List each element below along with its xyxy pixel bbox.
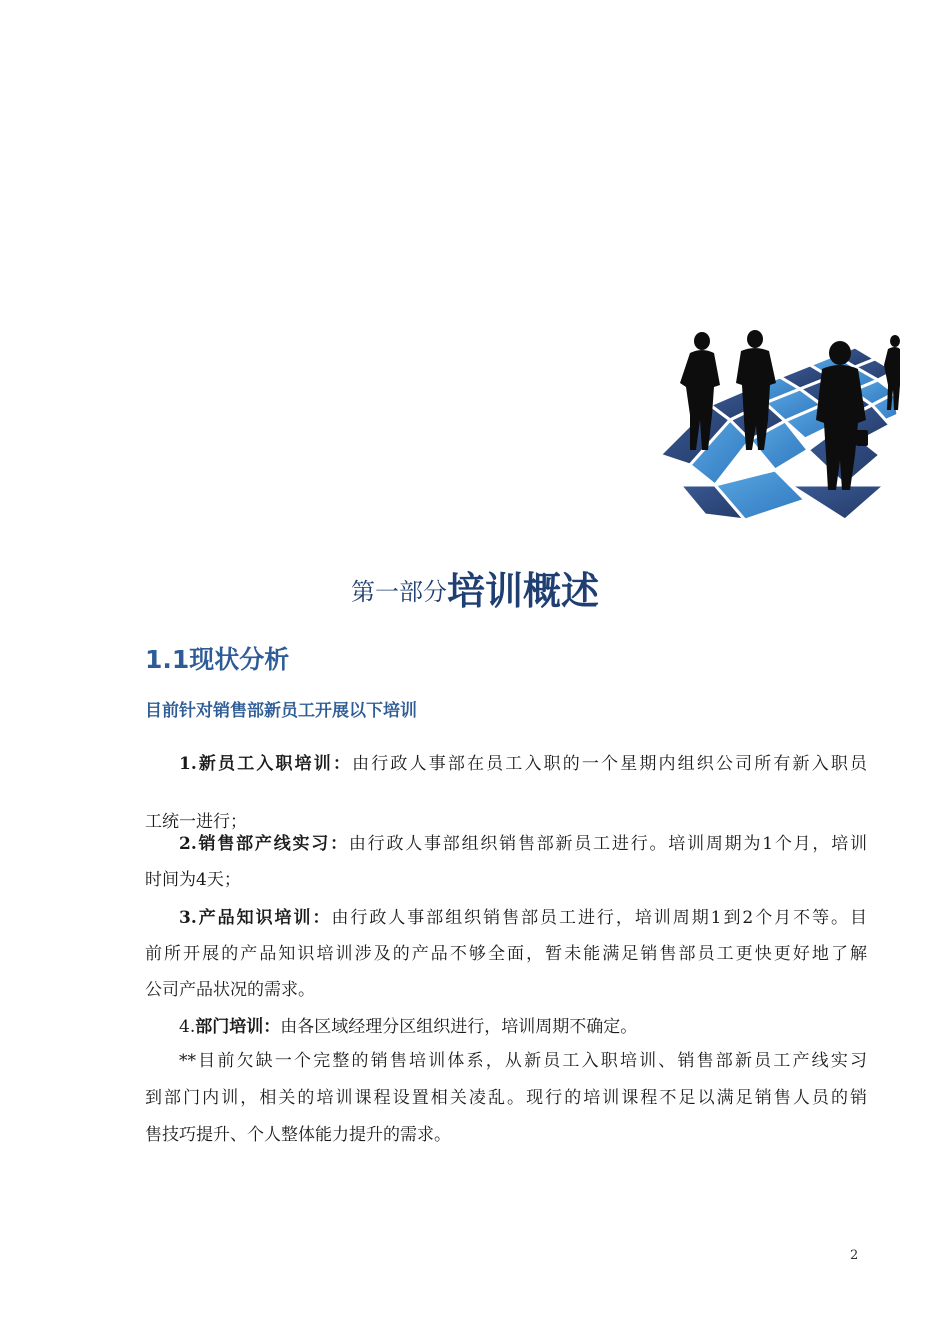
item-text: 公司产品状况的需求。 xyxy=(145,980,315,1000)
part-heading xyxy=(0,560,950,615)
list-item-4 xyxy=(145,1009,867,1045)
item-label: 3.产品知识培训： xyxy=(179,908,332,928)
sub-heading: 目前针对销售部新员工开展以下培训 xyxy=(145,701,417,721)
list-item-2 xyxy=(145,826,867,898)
business-team-illustration xyxy=(650,325,900,530)
item-label: 1.新员工入职培训： xyxy=(179,754,353,774)
item-label: 部门培训： xyxy=(195,1017,281,1037)
item-text: 由行政人事部组织销售部新员工进行。培训周期为1个月，培训 xyxy=(348,834,867,854)
item-label: 2.销售部产线实习： xyxy=(179,834,349,854)
section-title: 1.1现状分析 xyxy=(145,645,290,674)
item-text: 前所开展的产品知识培训涉及的产品不够全面，暂未能满足销售部员工更快更好地了解 xyxy=(145,944,867,964)
note-text: 售技巧提升、个人整体能力提升的需求。 xyxy=(145,1125,451,1145)
item-text: 工统一进行； xyxy=(145,812,247,832)
item-text: 由行政人事部组织销售部员工进行，培训周期1到2个月不等。目 xyxy=(331,908,868,928)
note-text: **目前欠缺一个完整的销售培训体系，从新员工入职培训、销售部新员工产线实习 xyxy=(179,1051,867,1071)
item-text: 时间为4天； xyxy=(145,870,241,890)
part-prefix: 第一部分 xyxy=(350,578,447,606)
note-text: 到部门内训，相关的培训课程设置相关凌乱。现行的培训课程不足以满足销售人员的销 xyxy=(145,1088,867,1108)
list-item-3 xyxy=(145,900,867,1008)
item-text: 由各区域经理分区组织进行，培训周期不确定。 xyxy=(280,1017,638,1037)
page-number: 2 xyxy=(850,1248,859,1263)
item-number: 4. xyxy=(179,1017,196,1037)
item-text: 由行政人事部在员工入职的一个星期内组织公司所有新入职员 xyxy=(352,754,868,774)
part-title: 培训概述 xyxy=(446,568,599,613)
note-paragraph xyxy=(145,1043,867,1154)
